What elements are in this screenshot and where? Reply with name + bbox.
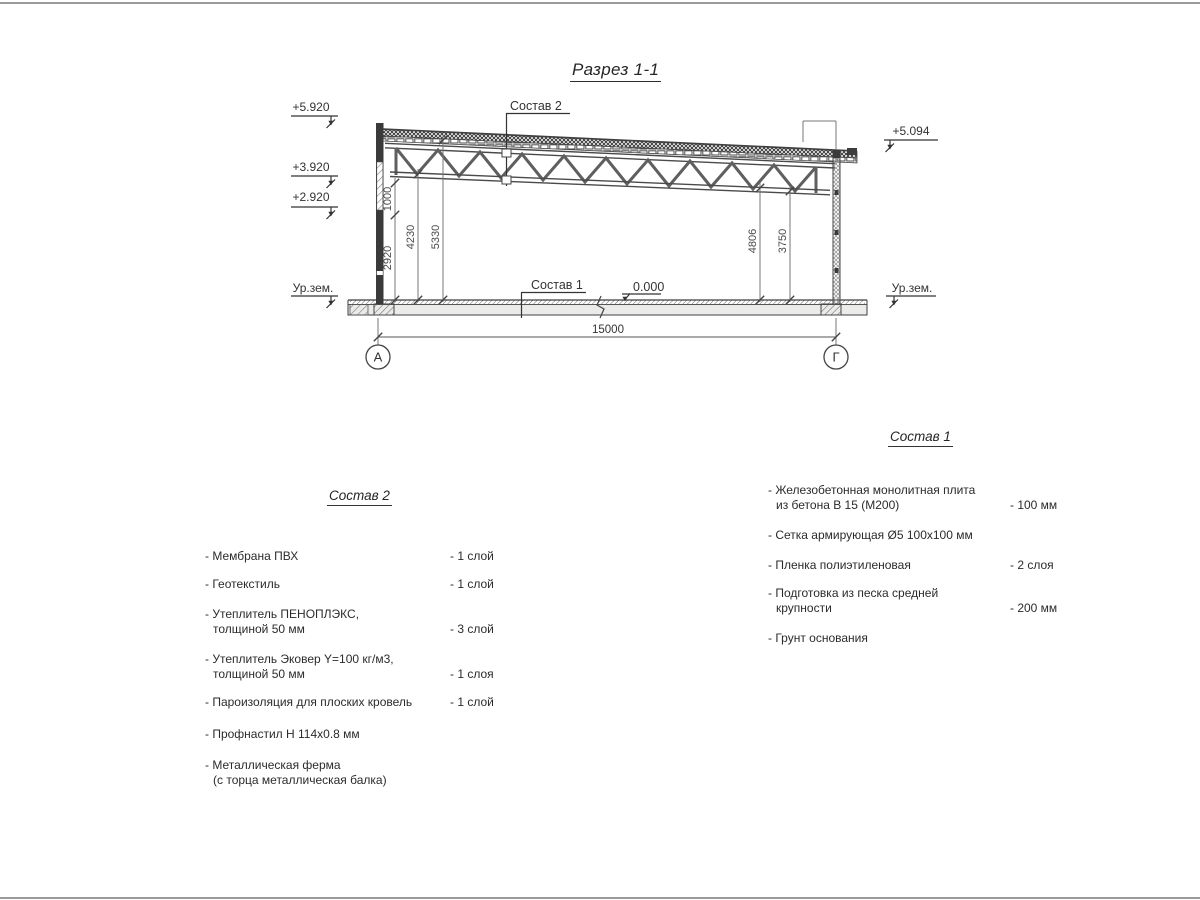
item-line1: - Грунт основания: [768, 631, 868, 645]
zero-level-mark: [622, 280, 664, 302]
drawing-title: Разрез 1-1: [570, 60, 661, 82]
item-line2: толщиной 50 мм: [213, 622, 305, 636]
item-line1: - Подготовка из песка средней: [768, 586, 939, 600]
sostav2-title: Состав 2: [327, 488, 392, 506]
dim-4230: 4230: [405, 224, 417, 250]
item-line1: - Сетка армирующая Ø5 100х100 мм: [768, 528, 973, 542]
item-value: - 100 мм: [1010, 498, 1058, 512]
elevation-left-low: +2.920: [292, 190, 330, 204]
item-value: - 2 слоя: [1010, 558, 1054, 572]
list-item: [205, 549, 494, 564]
page-bottom-rule: [0, 897, 1200, 899]
item-line2: крупности: [776, 601, 832, 615]
floor-slab: [348, 296, 867, 318]
item-line1: - Железобетонная монолитная плита: [768, 483, 976, 497]
list-item: [205, 652, 494, 682]
item-line1: - Профнастил Н 114х0.8 мм: [205, 727, 360, 741]
ground-level-right-label: Ур.зем.: [891, 281, 933, 295]
item-value: - 1 слой: [450, 695, 494, 709]
dim-3750: 3750: [777, 228, 789, 254]
elevation-left-top: +5.920: [292, 100, 330, 114]
roof-assembly: [383, 129, 857, 168]
list-item: [205, 727, 360, 742]
list-item: [768, 586, 1058, 616]
span-dimension: [374, 318, 840, 345]
item-line2: толщиной 50 мм: [213, 667, 305, 681]
item-line1: - Утеплитель Эковер Y=100 кг/м3,: [205, 652, 394, 666]
sostav1-title: Состав 1: [888, 429, 953, 447]
roof-edge-plate: [847, 148, 857, 155]
ground-level-left-label: Ур.зем.: [292, 281, 334, 295]
item-line2: из бетона В 15 (М200): [776, 498, 900, 512]
item-line1: - Мембрана ПВХ: [205, 549, 299, 563]
axis-label-g: Г: [832, 349, 840, 365]
elevation-right-top: +5.094: [892, 124, 930, 138]
item-value: - 200 мм: [1010, 601, 1058, 615]
list-item: [768, 528, 973, 543]
item-value: - 1 слой: [450, 549, 494, 563]
zero-level-label: 0.000: [633, 280, 665, 294]
left-wall: [376, 123, 384, 304]
dim-5330: 5330: [430, 224, 442, 250]
list-item: [205, 577, 494, 592]
item-value: - 1 слоя: [450, 667, 494, 681]
axis-markers: [366, 345, 848, 369]
dimension-ticks: [391, 136, 794, 304]
item-value: - 3 слой: [450, 622, 494, 636]
list-item: [205, 758, 387, 788]
elevation-left-mid: +3.920: [292, 160, 330, 174]
roof-extension-lines: [803, 121, 836, 149]
list-item: [205, 607, 494, 637]
list-item: [768, 631, 868, 646]
axis-label-a: А: [373, 349, 383, 365]
dim-1000: 1000: [382, 186, 394, 212]
elevation-marks-right: [884, 124, 938, 308]
item-line2: (с торца металлическая балка): [213, 773, 387, 787]
span-dimension-label: 15000: [592, 324, 624, 336]
item-line1: - Утеплитель ПЕНОПЛЭКС,: [205, 607, 360, 621]
list-item: [768, 483, 1058, 513]
item-value: - 1 слой: [450, 577, 494, 591]
item-line1: - Геотекстиль: [205, 577, 280, 591]
item-line1: - Металлическая ферма: [205, 758, 341, 772]
sostav1-leader-label: Состав 1: [531, 278, 583, 292]
right-wall: [833, 150, 840, 304]
list-item: [205, 695, 494, 710]
dim-2920: 2920: [382, 245, 394, 271]
list-item: [768, 558, 1054, 573]
vertical-dimensions: [395, 135, 790, 302]
elevation-marks-left: [291, 100, 338, 308]
item-line1: - Пароизоляция для плоских кровель: [205, 695, 413, 709]
dim-4806: 4806: [747, 228, 759, 254]
item-line1: - Пленка полиэтиленовая: [768, 558, 911, 572]
sostav2-leader-label: Состав 2: [510, 99, 562, 113]
